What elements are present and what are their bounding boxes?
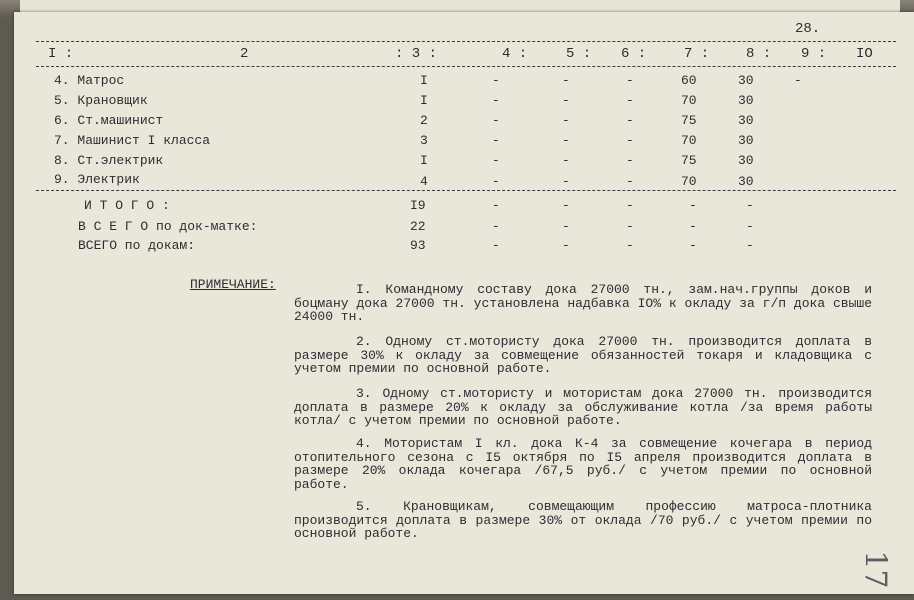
row-name: 8. Ст.электрик bbox=[54, 153, 164, 168]
col-3-value: 3 bbox=[420, 133, 428, 148]
col-3-value: I bbox=[420, 93, 428, 108]
document-page bbox=[14, 12, 914, 594]
col-8-value: 30 bbox=[738, 133, 754, 148]
row-name: 7. Машинист I класса bbox=[54, 133, 211, 148]
note-paragraph-4: 4. Мотористам I кл. дока К-4 за совмещение кочегара в период отопительного сезона с I5 октября по I5 апреля производится доплата в размере 20% оклада кочегара /67,5 руб./ с учетом премии по основной работе. bbox=[294, 436, 872, 492]
total-col-7: - bbox=[689, 219, 697, 234]
note-paragraph-5: 5. Крановщикам, совмещающим профессию матроса-плотника производится доплата в размере 30% от оклада /70 руб./ с учетом премии по основной работе. bbox=[294, 499, 872, 541]
col-8-value: 30 bbox=[738, 174, 754, 189]
col-8-value: 30 bbox=[738, 73, 754, 88]
col-4-value: - bbox=[492, 113, 500, 128]
total-col-3: 22 bbox=[410, 219, 426, 234]
col-4-value: - bbox=[492, 174, 500, 189]
col-8-value: 30 bbox=[738, 93, 754, 108]
total-col-7: - bbox=[689, 198, 697, 213]
col-6-value: - bbox=[626, 113, 634, 128]
col-4-value: - bbox=[492, 73, 500, 88]
row-name: 6. Ст.машинист bbox=[54, 113, 164, 128]
col-5-value: - bbox=[562, 153, 570, 168]
header-col-8: 8 : bbox=[746, 46, 772, 62]
col-6-value: - bbox=[626, 174, 634, 189]
note-paragraph-1: I. Командному составу дока 27000 тн., зам.нач.группы доков и боцману дока 27000 тн. установлена надбавка IO% к окладу за г/п дока свыше 24000 тн. bbox=[294, 282, 872, 324]
col-7-value: 75 bbox=[681, 113, 697, 128]
page-number: 28. bbox=[795, 21, 821, 37]
total-col-4: - bbox=[492, 198, 500, 213]
col-7-value: 75 bbox=[681, 153, 697, 168]
header-col-10: IO bbox=[856, 46, 873, 62]
col-5-value: - bbox=[562, 113, 570, 128]
total-label: В С Е Г О по док-матке: bbox=[78, 219, 258, 234]
col-9-value: - bbox=[794, 73, 802, 88]
col-4-value: - bbox=[492, 153, 500, 168]
header-top-rule bbox=[36, 41, 896, 42]
col-4-value: - bbox=[492, 93, 500, 108]
total-col-8: - bbox=[746, 198, 754, 213]
totals-rule bbox=[36, 190, 896, 191]
col-5-value: - bbox=[562, 93, 570, 108]
header-col-4: 4 : bbox=[502, 46, 528, 62]
total-col-3: 93 bbox=[410, 238, 426, 253]
col-6-value: - bbox=[626, 73, 634, 88]
col-5-value: - bbox=[562, 73, 570, 88]
header-col-6: 6 : bbox=[621, 46, 647, 62]
total-col-6: - bbox=[626, 219, 634, 234]
total-col-3: I9 bbox=[410, 198, 426, 213]
col-7-value: 70 bbox=[681, 133, 697, 148]
col-7-value: 60 bbox=[681, 73, 697, 88]
row-name: 4. Матрос bbox=[54, 73, 125, 88]
col-3-value: 4 bbox=[420, 174, 428, 189]
col-7-value: 70 bbox=[681, 174, 697, 189]
col-3-value: I bbox=[420, 153, 428, 168]
col-6-value: - bbox=[626, 153, 634, 168]
col-3-value: I bbox=[420, 73, 428, 88]
header-col-7: 7 : bbox=[684, 46, 710, 62]
total-col-4: - bbox=[492, 238, 500, 253]
total-label: ВСЕГО по докам: bbox=[78, 238, 196, 253]
col-3-value: 2 bbox=[420, 113, 428, 128]
note-paragraph-3: 3. Одному ст.мотористу и мотористам дока 27000 тн. производится доплата в размере 20% к окладу за обслуживание котла /за время работы котла/ с учетом премии по основной работе. bbox=[294, 386, 872, 428]
header-col-3: : 3 : bbox=[395, 46, 438, 62]
total-col-7: - bbox=[689, 238, 697, 253]
col-5-value: - bbox=[562, 133, 570, 148]
note-label: ПРИМЕЧАНИЕ: bbox=[190, 277, 276, 292]
header-bottom-rule bbox=[36, 66, 896, 67]
col-6-value: - bbox=[626, 133, 634, 148]
total-col-5: - bbox=[562, 219, 570, 234]
header-col-5: 5 : bbox=[566, 46, 592, 62]
total-col-5: - bbox=[562, 198, 570, 213]
total-label: И Т О Г О : bbox=[84, 198, 170, 213]
col-5-value: - bbox=[562, 174, 570, 189]
note-paragraph-2: 2. Одному ст.мотористу дока 27000 тн. производится доплата в размере 30% к окладу за совмещение обязанностей токаря и кладовщика с учетом премии по основной работе. bbox=[294, 334, 872, 376]
row-name: 9. Электрик bbox=[54, 172, 140, 187]
col-6-value: - bbox=[626, 93, 634, 108]
total-col-8: - bbox=[746, 238, 754, 253]
header-col-2: 2 bbox=[240, 46, 249, 62]
row-name: 5. Крановщик bbox=[54, 93, 148, 108]
total-col-5: - bbox=[562, 238, 570, 253]
total-col-8: - bbox=[746, 219, 754, 234]
col-7-value: 70 bbox=[681, 93, 697, 108]
total-col-6: - bbox=[626, 238, 634, 253]
header-col-9: 9 : bbox=[801, 46, 827, 62]
header-col-1: I : bbox=[48, 46, 74, 62]
handwritten-margin-number: 17 bbox=[857, 550, 893, 589]
col-4-value: - bbox=[492, 133, 500, 148]
total-col-4: - bbox=[492, 219, 500, 234]
col-8-value: 30 bbox=[738, 153, 754, 168]
total-col-6: - bbox=[626, 198, 634, 213]
col-8-value: 30 bbox=[738, 113, 754, 128]
